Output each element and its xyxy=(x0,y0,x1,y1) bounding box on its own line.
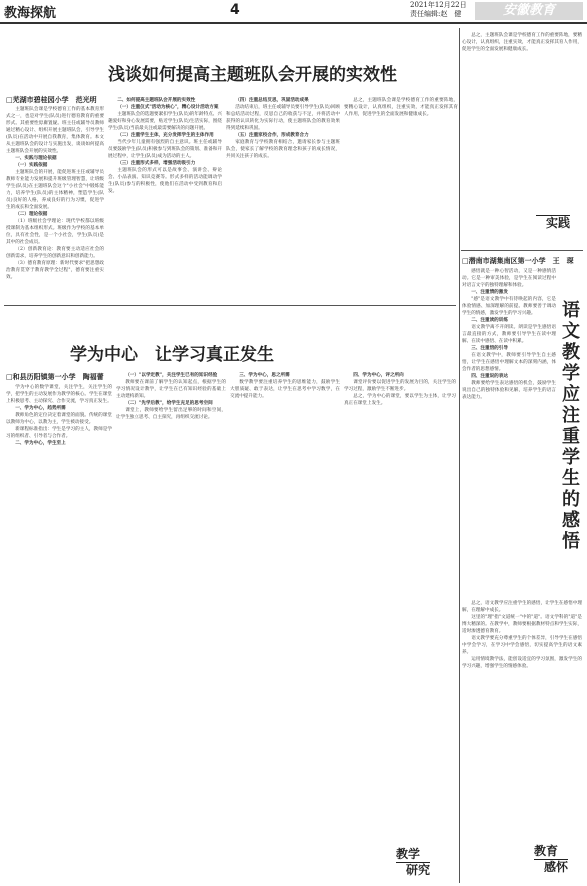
section-badge-reflection xyxy=(534,845,568,874)
paragraph: 教师要给学生表达感悟的机会，鼓励学生说出自己的独特体验和见解，培养学生的语言表达能力。 xyxy=(462,381,556,400)
article3-author: □潜南市湖集南区第一小学 王 琛 xyxy=(462,256,574,265)
section-badge-practice xyxy=(536,214,570,230)
article2-col2 xyxy=(116,372,226,882)
subheading: 二、注重读的训练 xyxy=(471,318,508,323)
paragraph: 家庭教育与学校教育相结合，邀请家长参与主题班队会，使家长了解学校的教育理念和孩子的成长情况，共同关注孩子的成长。 xyxy=(226,140,340,159)
article2-col4 xyxy=(344,372,456,842)
paragraph: 教师要在课前了解学生的认知起点，根据学生的学习情况设计教学，让学生在已有知识经验的基础上主动建构新知。 xyxy=(116,380,226,399)
badge-top: 教育 xyxy=(534,844,559,858)
article1-col2 xyxy=(108,97,222,302)
badge-top: 教学 xyxy=(396,847,421,861)
paragraph: 运用情境教学法，能创设适宜的学习氛围，激发学生的学习兴趣，增强学生的情感体验。 xyxy=(462,657,582,669)
paragraph: 语文教学要充分尊重学生的个体差异，引导学生在感悟中学会学习，在学习中学会感悟，切实提高学生的语文素养。 xyxy=(462,636,582,655)
paragraph: 主题班队会课是学校德育工作的基本教育形式之一，也是对学生(队员)进行德育教育的重要形式。其重要性毋庸置疑。班主任或辅导员教师通过精心设计、组织开展主题班队会，引导学生(队员)在活动中开展自我教育，集体教育。本文从主题班队会的设计与实施出发，谈谈如何提高主题班队会开展的实效性。 xyxy=(6,107,104,154)
issue-date: 2021年12月22日 xyxy=(410,1,467,9)
paragraph: 数学教学要注重培养学生的思维能力，鼓励学生大胆质疑、敢于表达，让学生在思考中学习数学，在交流中提升能力。 xyxy=(230,380,340,399)
subheading: （四）注重总结反思，巩固活动成果 xyxy=(235,98,309,103)
subheading: 二、学为中心，学生至上 xyxy=(15,441,66,446)
paragraph: 感悟就是一种心智活动，又是一种感情活动。它是一种审美体验，是学生在阅读过程中对语言文字的独特理解和体验。 xyxy=(462,269,556,288)
subheading: （三）注重形式多样，增强活动吸引力 xyxy=(117,161,196,166)
article3-col2 xyxy=(462,600,582,838)
subheading: （一）注重仪式"活动为核心"，精心设计活动方案 xyxy=(117,105,219,110)
subheading: 三、注重悟的引导 xyxy=(471,346,508,351)
subheading: （一）"以学定教"，关注学生已有的知识经验 xyxy=(125,373,218,378)
paragraph: 新课程标准指出：学生是学习的主人，教师是学习的组织者、引导者与合作者。 xyxy=(6,427,112,439)
masthead-logo: 安徽教育 xyxy=(475,2,583,20)
paragraph: 总之，学为中心的课堂，要以学生为主体，让学习真正在课堂上发生。 xyxy=(344,394,456,406)
column-divider xyxy=(459,28,460,883)
editor: 责任编辑:赵 健 xyxy=(410,10,462,18)
section-badge-research xyxy=(396,848,430,877)
paragraph: （3）德育教育原理：新时代要求"把思想政治教育贯穿于教育教学全过程"，德育要注重实效。 xyxy=(6,261,104,280)
subheading: （二）注重学生主体，充分发挥学生的主体作用 xyxy=(117,133,214,138)
article-divider xyxy=(4,305,456,306)
page-info xyxy=(410,1,467,19)
paragraph: 主题班队会的形式可以是故事会、演讲会、辩论会、小品表演、知识竞赛等。形式多样的活动能调动学生(队员)参与的积极性，使他们在活动中受到教育和启发。 xyxy=(108,168,222,194)
paragraph: 总之，主题班队会课是学校德育工作的重要阵地，要精心设计，认真组织，注重实效，才能真正发挥其育人作用，促进学生的全面发展和健康成长。 xyxy=(344,98,458,117)
paragraph: 主题班队会的开展，能促进班主任或辅导员教师专业能力发展和提升班级管理智慧，让班级学生(队员)在主题班队会这个"小社会"中锻炼能力，培养学生(队员)的主体精神，塑造学生(队员)良好的人格，养成良好的行为习惯，促进学生的成长和全面发展。 xyxy=(6,170,104,210)
article3-col1 xyxy=(462,268,556,598)
paragraph: 这里的"理"指"文道统一"中的"道"。语文学科的"道"是博大精深的。在教学中，教师要根据教材特点和学生实际，适时渗透德育教育。 xyxy=(462,615,582,634)
subheading: 三、学为中心，思之所需 xyxy=(239,373,290,378)
paragraph: 总之，主题班队会课是学校德育工作的重要阵地，要精心设计，认真组织，注重实效，才能真正发挥其育人作用，促进学生的全面发展和健康成长。 xyxy=(462,33,582,52)
badge-bottom: 感怀 xyxy=(544,860,569,874)
article1-col4 xyxy=(344,97,458,302)
subheading: （二）理论依据 xyxy=(15,212,48,217)
article1-col5 xyxy=(462,32,582,212)
article2-col3 xyxy=(230,372,340,882)
subheading: 一、注重情的激发 xyxy=(471,290,508,295)
paragraph: （2）创新教育论：教育要主动适应社会的创新需求，培养学生的创新意识和创新能力。 xyxy=(6,247,104,259)
paragraph: 当代少年儿童拥有强烈的自主意识。班主任或辅导员要鼓励学生(队员)积极参与到班队会的策划、准备和开展过程中，让学生(队员)成为活动的主人。 xyxy=(108,140,222,159)
subheading: 二、如何提高主题班队会开展的实效性 xyxy=(117,98,196,103)
paragraph: 在语文教学中，教师要引导学生自主感悟，让学生在感悟中理解文本的深刻内涵，体会作者的思想感情。 xyxy=(462,353,556,372)
paragraph: 语文教学离不开朗读。朗读是学生感悟语言最直接的方式，教师要引导学生在读中理解、在读中感悟、在读中积累。 xyxy=(462,325,556,344)
subheading: （五）注重家校合作，形成教育合力 xyxy=(235,133,309,138)
paragraph: 教师角色的定位决定着课堂的面貌。传统的课堂以教师为中心，以教为主，学生被动接受。 xyxy=(6,413,112,425)
subheading: 一、实践与理论依据 xyxy=(15,156,57,161)
article2-author: □和县历阳镇第一小学 陶福蕾 xyxy=(6,372,104,381)
article-divider-right xyxy=(461,250,583,251)
header-rule xyxy=(0,22,587,24)
article1-col1 xyxy=(6,106,104,302)
section-name: 教海探航 xyxy=(4,6,57,21)
article2-title: 学为中心 让学习真正发生 xyxy=(70,345,274,365)
page-number: 4 xyxy=(230,2,240,18)
paragraph: 课堂上，教师要给学生留出足够的时间和空间，让学生独立思考、自主探究，再组织交流讨论。 xyxy=(116,408,226,420)
page-header xyxy=(0,0,587,22)
paragraph: 活动结束后，班主任或辅导员要引导学生(队员)回顾和总结活动过程，反思自己的收获与不足，并将活动中获得的认识转化为实际行动，使主题班队会的教育效果得到延续和巩固。 xyxy=(226,105,340,131)
article1-author: □芜湖市碧桂园小学 范光明 xyxy=(6,95,97,104)
paragraph: （1）班级社会学理论：现代学校都以班级授课制为基本组织形式。班级作为学校的基本单位，具有社会性，是一个小社会，学生(队员)是其中的社会成员。 xyxy=(6,219,104,245)
subheading: （一）实践依据 xyxy=(15,163,48,168)
subheading: 四、学为中心，评之所向 xyxy=(353,373,404,378)
badge-bottom: 研究 xyxy=(406,863,431,877)
paragraph: 主题班队会的选题要紧扣学生(队员)的年龄特点、兴趣爱好和身心发展需要，贴近学生(队员)生活实际，围绕学生(队员)当前最关注或最需要解决的问题开展。 xyxy=(108,112,222,131)
subheading: 四、注重说的表达 xyxy=(471,374,508,379)
paragraph: "感"是语文教学中有待唤起的内容，它是体验情感、加深理解的前提。教师要善于调动学生的情感，激发学生的学习兴趣。 xyxy=(462,297,556,316)
subheading: （二）"先学后教"，给学生充足的思考空间 xyxy=(125,401,213,406)
paragraph: 课堂评价要以促进学生的发展为目的，关注学生的学习过程，激励学生不断进步。 xyxy=(344,380,456,392)
article1-title: 浅谈如何提高主题班队会开展的实效性 xyxy=(108,65,397,85)
article3-title: 语文教学应注重学生的感悟 xyxy=(562,300,580,552)
subheading: 一、学为中心，趋势所需 xyxy=(15,406,66,411)
paragraph: 学为中心的数学课堂，关注学生，关注学生的学，把学生的主动发展作为教学的核心。学生在课堂上积极思考、主动探究、合作交流，学习真正发生。 xyxy=(6,385,112,404)
article2-col1 xyxy=(6,384,112,882)
paragraph: 总之，语文教学应注重学生的感悟，让学生在感悟中理解，在理解中成长。 xyxy=(462,601,582,613)
badge-bottom: 实践 xyxy=(546,216,571,230)
article1-col3 xyxy=(226,97,340,302)
